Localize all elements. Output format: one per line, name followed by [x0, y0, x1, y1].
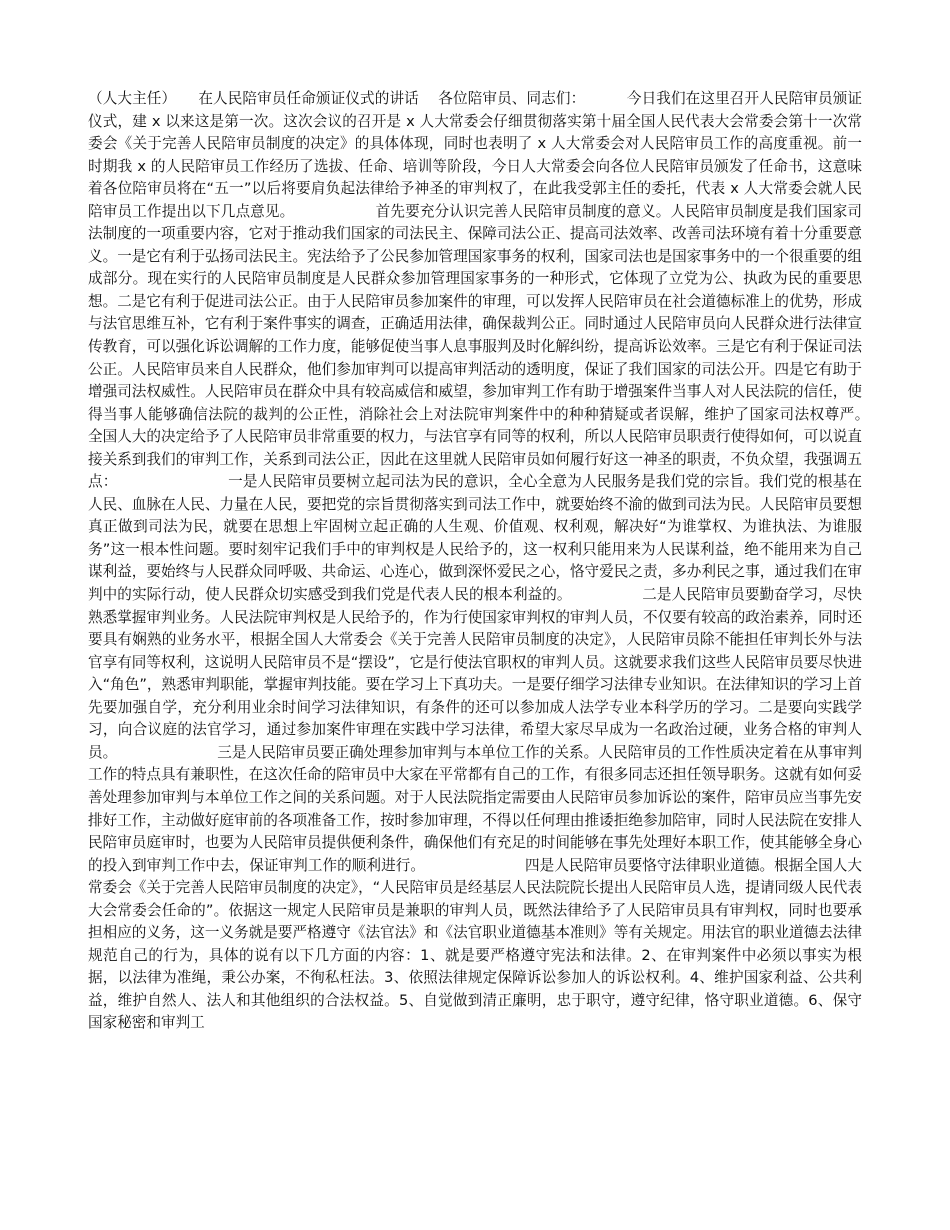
document-page [88, 88, 950, 1148]
document-body-text: （人大主任） 在人民陪审员任命颁证仪式的讲话 各位陪审员、同志们： 今日我们在这里召开人民陪审员颁证仪式，建 x 以来这是第一次。这次会议的召开是 x 人大常委会仔细贯彻落实第十届全国人民代表大会常委会第十一次常委会《关于完善人民陪审员制度的决定》的具体体现，同时也表明了 x 人大常委会对人民陪审员工作的高度重视。前一时期我 x 的人民陪审员工作经历了选拔、任命、培训等阶段，今日人大常委会向各位人民陪审员颁发了任命书，这意味着各位陪审员将在“五一”以后将要肩负起法律给予神圣的审判权了，在此我受郭主任的委托，代表 x 人大常委会就人民陪审员工作提出以下几点意见。 首先要充分认识完善人民陪审员制度的意义。人民陪审员制度是我们国家司法制度的一项重要内容，它对于推动我们国家的司法民主、保障司法公正、提高司法效率、改善司法环境有着十分重要意义。一是它有利于弘扬司法民主。宪法给予了公民参加管理国家事务的权利，国家司法也是国家事务中的一个很重要的组成部分。现在实行的人民陪审员制度是人民群众参加管理国家事务的一种形式，它体现了立党为公、执政为民的重要思想。二是它有利于促进司法公正。由于人民陪审员参加案件的审理，可以发挥人民陪审员在社会道德标准上的优势，形成与法官思维互补，它有利于案件事实的调查，正确适用法律，确保裁判公正。同时通过人民陪审员向人民群众进行法律宣传教育，可以强化诉讼调解的工作力度，能够促使当事人息事服判及时化解纠纷，提高诉讼效率。三是它有利于保证司法公正。人民陪审员来自人民群众，他们参加审判可以提高审判活动的透明度，保证了我们国家的司法公开。四是它有助于增强司法权威性。人民陪审员在群众中具有较高威信和威望，参加审判工作有助于增强案件当事人对人民法院的信任，使得当事人能够确信法院的裁判的公正性，消除社会上对法院审判案件中的种种猜疑或者误解，维护了国家司法权尊严。 全国人大的决定给予了人民陪审员非常重要的权力，与法官享有同等的权利，所以人民陪审员职责行使得如何，可以说直接关系到我们的审判工作，关系到司法公正，因此在这里就人民陪审员如何履行好这一神圣的职责，不负众望，我强调五点： 一是人民陪审员要树立起司法为民的意识，全心全意为人民服务是我们党的宗旨。我们党的根基在人民、血脉在人民、力量在人民，要把党的宗旨贯彻落实到司法工作中，就要始终不渝的做到司法为民。人民陪审员要想真正做到司法为民，就要在思想上牢固树立起正确的人生观、价值观、权利观，解决好“为谁掌权、为谁执法、为谁服务”这一根本性问题。要时刻牢记我们手中的审判权是人民给予的，这一权利只能用来为人民谋利益，绝不能用来为自己谋利益，要始终与人民群众同呼吸、共命运、心连心，做到深怀爱民之心，恪守爱民之责，多办利民之事，通过我们在审判中的实际行动，使人民群众切实感受到我们党是代表人民的根本利益的。 二是人民陪审员要勤奋学习，尽快熟悉掌握审判业务。人民法院审判权是人民给予的，作为行使国家审判权的审判人员，不仅要有较高的政治素养，同时还要具有娴熟的业务水平，根据全国人大常委会《关于完善人民陪审员制度的决定》，人民陪审员除不能担任审判长外与法官享有同等权利，这说明人民陪审员不是“摆设”，它是行使法官职权的审判人员。这就要求我们这些人民陪审员要尽快进入“角色”，熟悉审判职能，掌握审判技能。要在学习上下真功夫。一是要仔细学习法律专业知识。在法律知识的学习上首先要加强自学，充分利用业余时间学习法律知识，有条件的还可以参加成人法学专业本科学历的学习。二是要向实践学习，向合议庭的法官学习，通过参加案件审理在实践中学习法律，希望大家尽早成为一名政治过硬，业务合格的审判人员。 三是人民陪审员要正确处理参加审判与本单位工作的关系。人民陪审员的工作性质决定着在从事审判工作的特点具有兼职性，在这次任命的陪审员中大家在平常都有自己的工作，有很多同志还担任领导职务。这就有如何妥善处理参加审判与本单位工作之间的关系问题。对于人民法院指定需要由人民陪审员参加诉讼的案件，陪审员应当事先安排好工作，主动做好庭审前的各项准备工作，按时参加审理，不得以任何理由推诿拒绝参加陪审，同时人民法院在安排人民陪审员庭审时，也要为人民陪审员提供便利条件，确保他们有充足的时间能够在事先处理好本职工作，使其能够全身心的投入到审判工作中去，保证审判工作的顺利进行。 四是人民陪审员要恪守法律职业道德。根据全国人大常委会《关于完善人民陪审员制度的决定》，“人民陪审员是经基层人民法院院长提出人民陪审员人选，提请同级人民代表大会常委会任命的”。依据这一规定人民陪审员是兼职的审判人员，既然法律给予了人民陪审员具有审判权，同时也要承担相应的义务，这一义务就是要严格遵守《法官法》和《法官职业道德基本准则》等有关规定。用法官的职业道德去法律规范自己的行为，具体的说有以下几方面的内容：1、就是要严格遵守宪法和法律。2、在审判案件中必须以事实为根据，以法律为准绳，秉公办案，不徇私枉法。3、依照法律规定保障诉讼参加人的诉讼权利。4、维护国家利益、公共利益，维护自然人、法人和其他组织的合法权益。5、自觉做到清正廉明，忠于职守，遵守纪律，恪守职业道德。6、保守国家秘密和审判工 [88, 90, 950, 1032]
